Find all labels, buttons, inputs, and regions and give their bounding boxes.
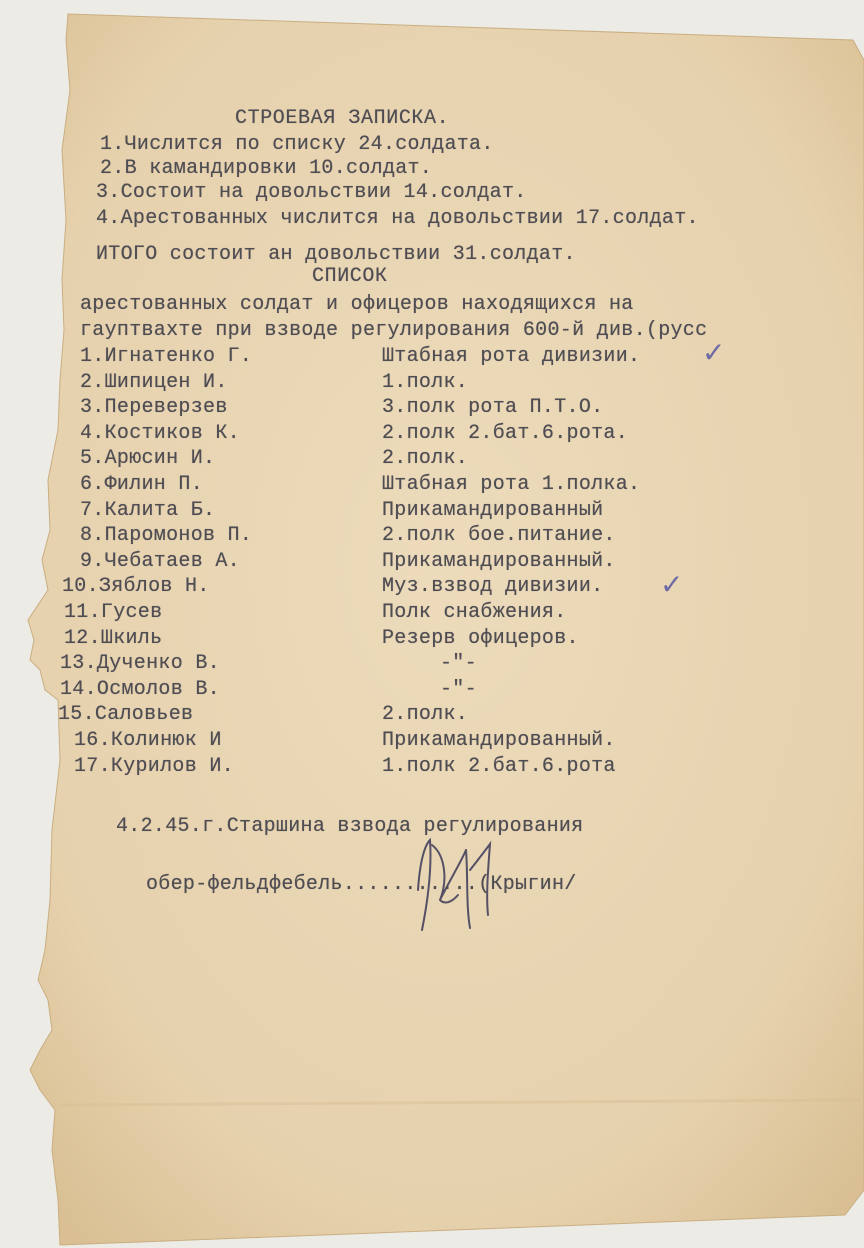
list-row-unit: Прикамандированный. [382,729,616,752]
signature-date-line: 4.2.45.г.Старшина взвода регулирования [116,815,584,838]
list-row-name: 8.Паромонов П. [80,524,253,547]
report-total [96,244,576,266]
list-row-unit: 1.полк. [382,371,469,394]
report-item-1: 1.Числится по списку 24.солдата. [100,133,494,156]
report-item-2: 2.В камандировки 10.солдат. [100,157,433,180]
list-row-unit: 1.полк 2.бат.6.рота [382,755,616,778]
list-row-name: 17.Курилов И. [74,755,234,778]
list-row-name: 1.Игнатенко Г. [80,345,253,368]
list-row-unit: Полк снабжения. [382,601,567,624]
list-row-unit: 2.полк 2.бат.6.рота. [382,422,629,445]
list-row-unit: -"- [440,652,477,675]
list-row-name: 13.Дученко В. [60,652,220,675]
report-item-3: 3.Состоит на довольствии 14.солдат. [96,181,527,204]
report-total-number: 31 [452,243,478,266]
report-item-4: 4.Арестованных числится на довольствии 17.солдат. [96,207,699,230]
list-row-name: 11.Гусев [64,601,163,624]
list-row-name: 5.Арюсин И. [80,447,216,470]
list-row-unit: 3.полк рота П.Т.О. [382,396,604,419]
list-intro-line-1: арестованных солдат и офицеров находящихся на [80,293,634,316]
list-row-name: 4.Костиков К. [80,422,240,445]
list-row-name: 7.Калита Б. [80,499,216,522]
list-title: СПИСОК [312,265,388,288]
list-row-unit: Муз.взвод дивизии. [382,575,604,598]
list-intro-line-2: гауптвахте при взводе регулирования 600-й див.(русс [80,319,708,342]
list-row-name: 3.Переверзев [80,396,228,419]
signature-rank-line: обер-фельдфебель...........(Крыгин/ [146,873,577,896]
report-total-prefix: ИТОГО состоит ан довольствии [96,243,441,266]
list-row-unit: -"- [440,678,477,701]
list-row-name: 9.Чебатаев А. [80,550,240,573]
list-row-unit: Штабная рота дивизии. [382,345,641,368]
pencil-check-icon: ✓ [702,336,726,369]
list-row-name: 16.Колинюк И [74,729,222,752]
list-row-name: 15.Саловьев [58,703,194,726]
list-row-unit: Прикамандированный. [382,550,616,573]
list-row-unit: 2.полк. [382,703,469,726]
pencil-check-icon: ✓ [660,568,684,601]
list-row-name: 12.Шкиль [64,627,163,650]
list-row-name: 2.Шипицен И. [80,371,228,394]
list-row-unit: 2.полк. [382,447,469,470]
list-row-name: 6.Филин П. [80,473,204,496]
list-row-name: 10.Зяблов Н. [62,575,210,598]
list-row-name: 14.Осмолов В. [60,678,220,701]
list-row-unit: 2.полк бое.питание. [382,524,616,547]
list-row-unit: Резерв офицеров. [382,627,579,650]
list-row-unit: Прикамандированный [382,499,604,522]
report-total-suffix: .солдат. [477,243,576,266]
list-row-unit: Штабная рота 1.полка. [382,473,641,496]
report-title: СТРОЕВАЯ ЗАПИСКА. [235,107,450,130]
